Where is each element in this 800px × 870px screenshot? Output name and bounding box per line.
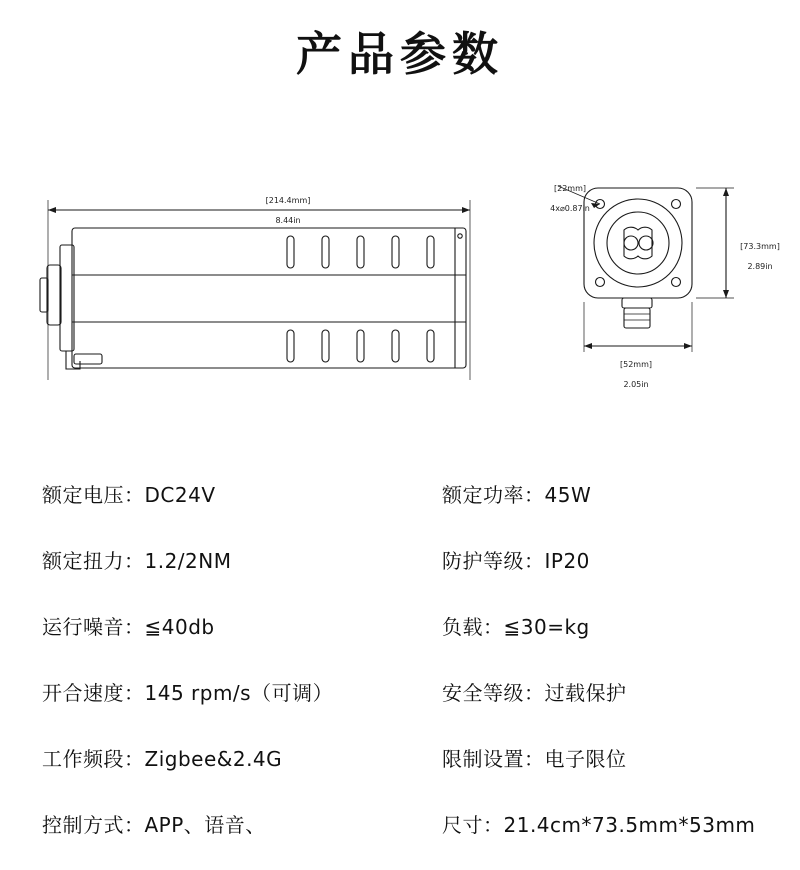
head-width-dimension <box>604 350 668 390</box>
spec-protection-grade: 防护等级：IP20 <box>442 548 590 573</box>
spec-rated-power: 额定功率：45W <box>442 482 592 507</box>
spec-row <box>0 526 800 592</box>
page-title: 产品参数 <box>296 27 504 81</box>
spec-safety-level: 安全等级：过载保护 <box>442 680 627 705</box>
spec-row <box>0 592 800 658</box>
head-width-in: 2.05in <box>623 380 649 389</box>
spec-frequency-band: 工作频段：Zigbee&2.4G <box>42 746 283 771</box>
spec-row <box>0 790 800 856</box>
spec-row <box>0 724 800 790</box>
spec-list <box>0 460 800 856</box>
motor-length-mm: [214.4mm] <box>265 196 311 205</box>
spec-size: 尺寸：21.4cm*73.5mm*53mm <box>442 812 756 837</box>
head-height-mm: [73.3mm] <box>740 242 780 251</box>
head-hole-note-mm: [22mm] <box>553 184 586 193</box>
head-hole-note-detail: 4x⌀0.87in <box>550 204 590 213</box>
spec-limit-setting: 限制设置：电子限位 <box>442 746 627 771</box>
spec-control-method: 控制方式：APP、语音、 <box>42 812 266 837</box>
spec-running-noise: 运行噪音：≦40db <box>42 614 215 639</box>
head-width-mm: [52mm] <box>619 360 652 369</box>
head-hole-note <box>528 174 612 214</box>
head-height-dimension <box>730 232 790 272</box>
head-height-in: 2.89in <box>747 262 773 271</box>
spec-row <box>0 658 800 724</box>
motor-length-in: 8.44in <box>275 216 301 225</box>
product-diagram <box>0 150 800 430</box>
spec-rated-torque: 额定扭力：1.2/2NM <box>42 548 232 573</box>
spec-open-close-speed: 开合速度：145 rpm/s（可调） <box>42 680 334 705</box>
spec-row <box>0 460 800 526</box>
motor-length-dimension <box>228 186 348 226</box>
spec-rated-voltage: 额定电压：DC24V <box>42 482 216 507</box>
spec-load: 负载：≦30=kg <box>442 614 590 639</box>
